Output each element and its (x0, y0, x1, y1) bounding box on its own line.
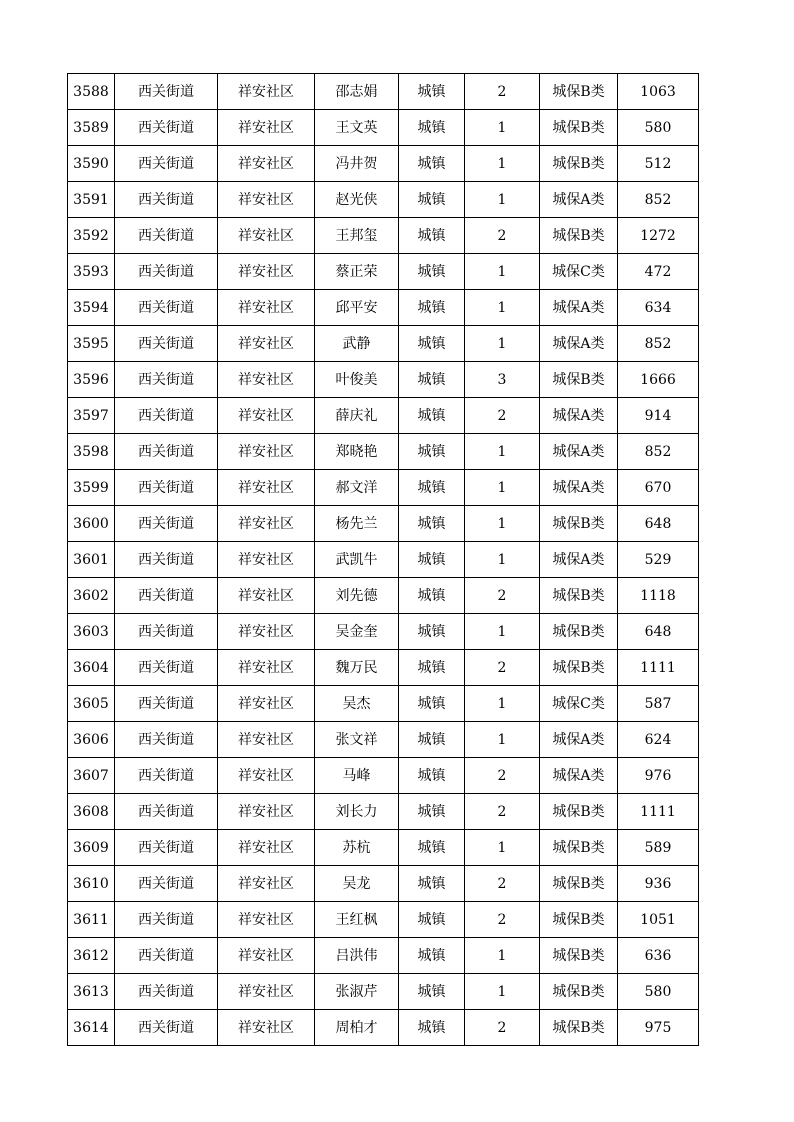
cell-subdistrict: 西关街道 (115, 866, 218, 902)
cell-name: 邱平安 (315, 290, 399, 326)
cell-residence-type: 城镇 (399, 902, 465, 938)
cell-amount: 648 (618, 614, 699, 650)
table-row (68, 218, 699, 254)
cell-community: 祥安社区 (218, 686, 315, 722)
cell-residence-type: 城镇 (399, 74, 465, 110)
table-row (68, 542, 699, 578)
table-row (68, 182, 699, 218)
cell-name: 杨先兰 (315, 506, 399, 542)
cell-residence-type: 城镇 (399, 218, 465, 254)
cell-household-size: 1 (465, 938, 540, 974)
cell-subdistrict: 西关街道 (115, 974, 218, 1010)
cell-serial-number: 3588 (68, 74, 115, 110)
table-row (68, 434, 699, 470)
cell-subdistrict: 西关街道 (115, 362, 218, 398)
cell-insurance-category: 城保B类 (540, 578, 618, 614)
cell-amount: 587 (618, 686, 699, 722)
cell-insurance-category: 城保B类 (540, 146, 618, 182)
cell-subdistrict: 西关街道 (115, 1010, 218, 1046)
cell-subdistrict: 西关街道 (115, 434, 218, 470)
cell-amount: 580 (618, 974, 699, 1010)
cell-subdistrict: 西关街道 (115, 326, 218, 362)
cell-insurance-category: 城保C类 (540, 686, 618, 722)
table-row (68, 398, 699, 434)
cell-subdistrict: 西关街道 (115, 722, 218, 758)
table-row (68, 470, 699, 506)
cell-insurance-category: 城保A类 (540, 182, 618, 218)
cell-serial-number: 3590 (68, 146, 115, 182)
cell-household-size: 1 (465, 506, 540, 542)
cell-subdistrict: 西关街道 (115, 182, 218, 218)
records-table (67, 73, 699, 1046)
cell-residence-type: 城镇 (399, 614, 465, 650)
cell-household-size: 1 (465, 110, 540, 146)
cell-community: 祥安社区 (218, 830, 315, 866)
table-row (68, 974, 699, 1010)
cell-community: 祥安社区 (218, 758, 315, 794)
cell-subdistrict: 西关街道 (115, 542, 218, 578)
table-row (68, 938, 699, 974)
cell-insurance-category: 城保A类 (540, 542, 618, 578)
cell-name: 邵志娟 (315, 74, 399, 110)
cell-subdistrict: 西关街道 (115, 506, 218, 542)
cell-household-size: 2 (465, 758, 540, 794)
cell-serial-number: 3603 (68, 614, 115, 650)
cell-amount: 975 (618, 1010, 699, 1046)
cell-name: 苏杭 (315, 830, 399, 866)
cell-serial-number: 3607 (68, 758, 115, 794)
cell-residence-type: 城镇 (399, 254, 465, 290)
cell-name: 武凯牛 (315, 542, 399, 578)
cell-residence-type: 城镇 (399, 434, 465, 470)
cell-amount: 1272 (618, 218, 699, 254)
cell-subdistrict: 西关街道 (115, 902, 218, 938)
cell-residence-type: 城镇 (399, 578, 465, 614)
cell-household-size: 2 (465, 794, 540, 830)
cell-amount: 472 (618, 254, 699, 290)
cell-name: 张淑芹 (315, 974, 399, 1010)
cell-residence-type: 城镇 (399, 146, 465, 182)
cell-residence-type: 城镇 (399, 362, 465, 398)
table-row (68, 794, 699, 830)
table-row (68, 1010, 699, 1046)
cell-household-size: 1 (465, 686, 540, 722)
cell-household-size: 1 (465, 830, 540, 866)
cell-serial-number: 3609 (68, 830, 115, 866)
cell-residence-type: 城镇 (399, 830, 465, 866)
table-row (68, 326, 699, 362)
cell-household-size: 1 (465, 434, 540, 470)
cell-household-size: 1 (465, 542, 540, 578)
cell-serial-number: 3589 (68, 110, 115, 146)
table-row (68, 74, 699, 110)
cell-residence-type: 城镇 (399, 542, 465, 578)
cell-insurance-category: 城保A类 (540, 290, 618, 326)
cell-household-size: 2 (465, 74, 540, 110)
table-body (68, 74, 699, 1046)
cell-household-size: 1 (465, 722, 540, 758)
cell-name: 王红枫 (315, 902, 399, 938)
table-row (68, 902, 699, 938)
cell-residence-type: 城镇 (399, 182, 465, 218)
cell-name: 赵光侠 (315, 182, 399, 218)
cell-serial-number: 3596 (68, 362, 115, 398)
cell-community: 祥安社区 (218, 902, 315, 938)
cell-household-size: 1 (465, 614, 540, 650)
cell-name: 吴龙 (315, 866, 399, 902)
cell-subdistrict: 西关街道 (115, 758, 218, 794)
cell-community: 祥安社区 (218, 794, 315, 830)
cell-serial-number: 3605 (68, 686, 115, 722)
cell-name: 吕洪伟 (315, 938, 399, 974)
cell-amount: 1051 (618, 902, 699, 938)
cell-name: 王文英 (315, 110, 399, 146)
cell-insurance-category: 城保B类 (540, 614, 618, 650)
cell-subdistrict: 西关街道 (115, 146, 218, 182)
cell-serial-number: 3592 (68, 218, 115, 254)
cell-community: 祥安社区 (218, 182, 315, 218)
cell-insurance-category: 城保A类 (540, 722, 618, 758)
cell-insurance-category: 城保B类 (540, 974, 618, 1010)
cell-community: 祥安社区 (218, 146, 315, 182)
cell-name: 蔡正荣 (315, 254, 399, 290)
table-row (68, 722, 699, 758)
cell-household-size: 2 (465, 902, 540, 938)
cell-community: 祥安社区 (218, 614, 315, 650)
cell-amount: 580 (618, 110, 699, 146)
table-row (68, 362, 699, 398)
table-row (68, 758, 699, 794)
cell-amount: 648 (618, 506, 699, 542)
cell-community: 祥安社区 (218, 254, 315, 290)
cell-serial-number: 3595 (68, 326, 115, 362)
cell-residence-type: 城镇 (399, 866, 465, 902)
cell-insurance-category: 城保B类 (540, 938, 618, 974)
cell-insurance-category: 城保B类 (540, 902, 618, 938)
cell-amount: 512 (618, 146, 699, 182)
cell-name: 冯井贺 (315, 146, 399, 182)
cell-serial-number: 3591 (68, 182, 115, 218)
cell-residence-type: 城镇 (399, 794, 465, 830)
cell-name: 叶俊美 (315, 362, 399, 398)
cell-name: 吴金奎 (315, 614, 399, 650)
cell-serial-number: 3599 (68, 470, 115, 506)
table-row (68, 866, 699, 902)
cell-residence-type: 城镇 (399, 326, 465, 362)
cell-community: 祥安社区 (218, 290, 315, 326)
table-row (68, 614, 699, 650)
cell-amount: 1111 (618, 650, 699, 686)
cell-subdistrict: 西关街道 (115, 218, 218, 254)
table-row (68, 110, 699, 146)
table-row (68, 146, 699, 182)
cell-household-size: 2 (465, 578, 540, 614)
cell-community: 祥安社区 (218, 1010, 315, 1046)
cell-residence-type: 城镇 (399, 938, 465, 974)
cell-amount: 1111 (618, 794, 699, 830)
cell-name: 郝文洋 (315, 470, 399, 506)
cell-amount: 852 (618, 434, 699, 470)
cell-subdistrict: 西关街道 (115, 686, 218, 722)
cell-amount: 1118 (618, 578, 699, 614)
cell-subdistrict: 西关街道 (115, 794, 218, 830)
cell-residence-type: 城镇 (399, 398, 465, 434)
cell-insurance-category: 城保A类 (540, 470, 618, 506)
cell-serial-number: 3598 (68, 434, 115, 470)
cell-community: 祥安社区 (218, 974, 315, 1010)
cell-household-size: 1 (465, 290, 540, 326)
cell-serial-number: 3606 (68, 722, 115, 758)
cell-community: 祥安社区 (218, 110, 315, 146)
cell-community: 祥安社区 (218, 542, 315, 578)
cell-household-size: 2 (465, 218, 540, 254)
cell-insurance-category: 城保B类 (540, 506, 618, 542)
cell-household-size: 1 (465, 326, 540, 362)
cell-serial-number: 3600 (68, 506, 115, 542)
cell-serial-number: 3613 (68, 974, 115, 1010)
cell-residence-type: 城镇 (399, 1010, 465, 1046)
cell-insurance-category: 城保C类 (540, 254, 618, 290)
cell-serial-number: 3604 (68, 650, 115, 686)
cell-serial-number: 3601 (68, 542, 115, 578)
cell-amount: 852 (618, 326, 699, 362)
cell-insurance-category: 城保A类 (540, 758, 618, 794)
cell-insurance-category: 城保B类 (540, 218, 618, 254)
cell-household-size: 1 (465, 182, 540, 218)
cell-serial-number: 3602 (68, 578, 115, 614)
cell-name: 吴杰 (315, 686, 399, 722)
cell-amount: 914 (618, 398, 699, 434)
cell-name: 魏万民 (315, 650, 399, 686)
cell-amount: 852 (618, 182, 699, 218)
cell-subdistrict: 西关街道 (115, 650, 218, 686)
cell-community: 祥安社区 (218, 866, 315, 902)
cell-household-size: 1 (465, 146, 540, 182)
cell-insurance-category: 城保A类 (540, 434, 618, 470)
table-row (68, 650, 699, 686)
cell-insurance-category: 城保B类 (540, 74, 618, 110)
cell-community: 祥安社区 (218, 398, 315, 434)
cell-community: 祥安社区 (218, 362, 315, 398)
cell-name: 薛庆礼 (315, 398, 399, 434)
cell-name: 刘先德 (315, 578, 399, 614)
cell-amount: 1063 (618, 74, 699, 110)
table-row (68, 254, 699, 290)
cell-insurance-category: 城保B类 (540, 830, 618, 866)
cell-amount: 636 (618, 938, 699, 974)
cell-community: 祥安社区 (218, 506, 315, 542)
cell-household-size: 3 (465, 362, 540, 398)
cell-insurance-category: 城保B类 (540, 110, 618, 146)
cell-name: 周柏才 (315, 1010, 399, 1046)
cell-insurance-category: 城保B类 (540, 866, 618, 902)
cell-community: 祥安社区 (218, 578, 315, 614)
cell-community: 祥安社区 (218, 650, 315, 686)
table-row (68, 578, 699, 614)
cell-community: 祥安社区 (218, 938, 315, 974)
cell-residence-type: 城镇 (399, 758, 465, 794)
cell-name: 武静 (315, 326, 399, 362)
cell-serial-number: 3611 (68, 902, 115, 938)
cell-household-size: 2 (465, 650, 540, 686)
table-row (68, 290, 699, 326)
cell-community: 祥安社区 (218, 218, 315, 254)
cell-subdistrict: 西关街道 (115, 614, 218, 650)
cell-amount: 670 (618, 470, 699, 506)
cell-amount: 1666 (618, 362, 699, 398)
cell-community: 祥安社区 (218, 470, 315, 506)
cell-household-size: 2 (465, 398, 540, 434)
cell-amount: 529 (618, 542, 699, 578)
cell-subdistrict: 西关街道 (115, 254, 218, 290)
cell-household-size: 2 (465, 1010, 540, 1046)
cell-name: 郑晓艳 (315, 434, 399, 470)
cell-subdistrict: 西关街道 (115, 74, 218, 110)
cell-household-size: 1 (465, 254, 540, 290)
cell-amount: 976 (618, 758, 699, 794)
cell-amount: 624 (618, 722, 699, 758)
cell-residence-type: 城镇 (399, 110, 465, 146)
cell-subdistrict: 西关街道 (115, 830, 218, 866)
cell-subdistrict: 西关街道 (115, 110, 218, 146)
cell-serial-number: 3610 (68, 866, 115, 902)
cell-community: 祥安社区 (218, 326, 315, 362)
cell-serial-number: 3614 (68, 1010, 115, 1046)
cell-amount: 936 (618, 866, 699, 902)
cell-serial-number: 3594 (68, 290, 115, 326)
cell-insurance-category: 城保A类 (540, 398, 618, 434)
cell-residence-type: 城镇 (399, 722, 465, 758)
table-row (68, 506, 699, 542)
cell-insurance-category: 城保B类 (540, 362, 618, 398)
cell-subdistrict: 西关街道 (115, 470, 218, 506)
cell-amount: 634 (618, 290, 699, 326)
cell-community: 祥安社区 (218, 434, 315, 470)
cell-serial-number: 3612 (68, 938, 115, 974)
table-row (68, 830, 699, 866)
cell-residence-type: 城镇 (399, 686, 465, 722)
cell-household-size: 1 (465, 974, 540, 1010)
cell-serial-number: 3597 (68, 398, 115, 434)
cell-name: 张文祥 (315, 722, 399, 758)
cell-community: 祥安社区 (218, 722, 315, 758)
cell-serial-number: 3608 (68, 794, 115, 830)
cell-household-size: 1 (465, 470, 540, 506)
cell-residence-type: 城镇 (399, 290, 465, 326)
cell-community: 祥安社区 (218, 74, 315, 110)
cell-subdistrict: 西关街道 (115, 578, 218, 614)
cell-household-size: 2 (465, 866, 540, 902)
cell-residence-type: 城镇 (399, 974, 465, 1010)
cell-serial-number: 3593 (68, 254, 115, 290)
cell-name: 刘长力 (315, 794, 399, 830)
cell-residence-type: 城镇 (399, 650, 465, 686)
table-row (68, 686, 699, 722)
cell-residence-type: 城镇 (399, 506, 465, 542)
cell-insurance-category: 城保B类 (540, 650, 618, 686)
cell-name: 马峰 (315, 758, 399, 794)
cell-insurance-category: 城保A类 (540, 326, 618, 362)
cell-subdistrict: 西关街道 (115, 398, 218, 434)
cell-subdistrict: 西关街道 (115, 938, 218, 974)
cell-subdistrict: 西关街道 (115, 290, 218, 326)
cell-residence-type: 城镇 (399, 470, 465, 506)
cell-insurance-category: 城保B类 (540, 1010, 618, 1046)
cell-amount: 589 (618, 830, 699, 866)
cell-insurance-category: 城保B类 (540, 794, 618, 830)
cell-name: 王邦玺 (315, 218, 399, 254)
